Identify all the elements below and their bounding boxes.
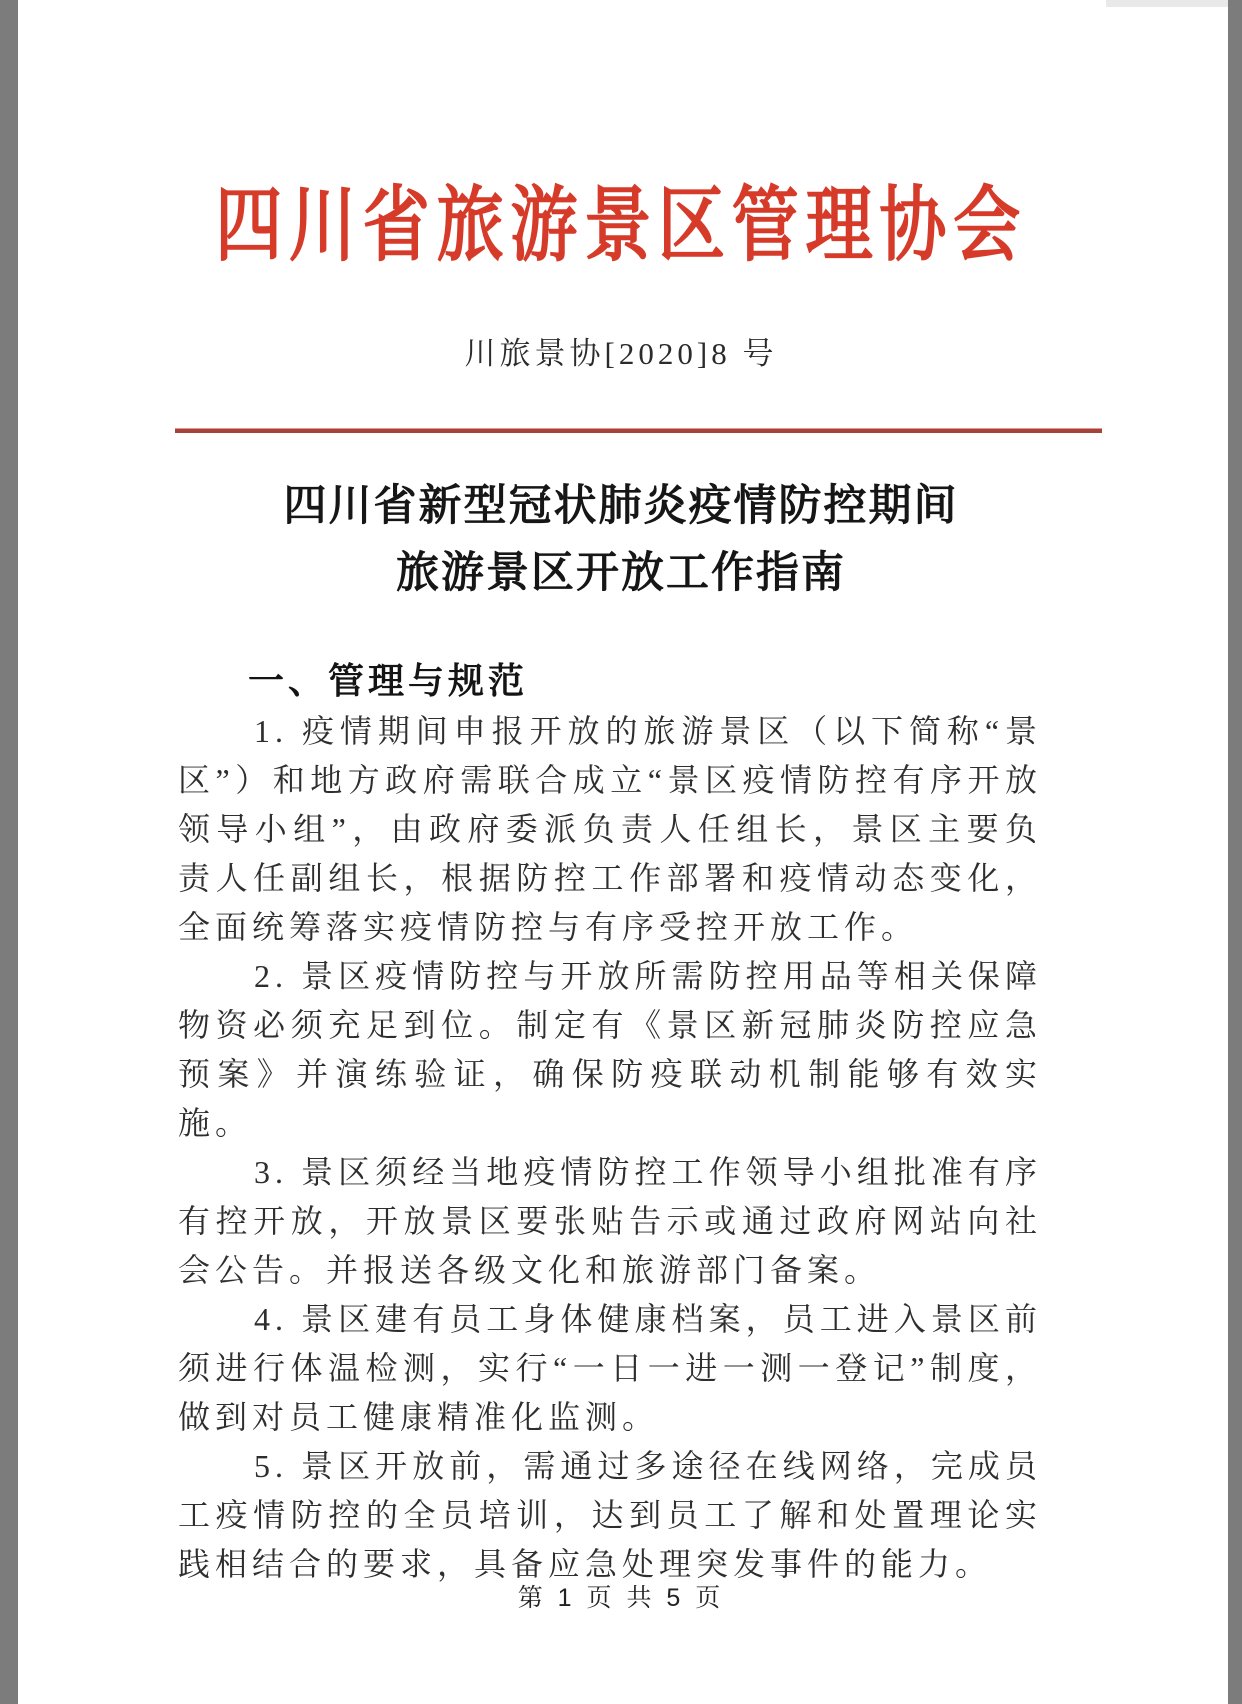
document-title-line-1: 四川省新型冠状肺炎疫情防控期间	[283, 482, 959, 530]
document-body	[178, 707, 1042, 1589]
page-number-footer: 第 1 页 共 5 页	[517, 1584, 725, 1612]
paragraph-2: 2. 景区疫情防控与开放所需防控用品等相关保障物资必须充足到位。制定有《景区新冠肺炎防控应急预案》并演练验证，确保防疫联动机制能够有效实施。	[178, 958, 1042, 1141]
paragraph-1: 1. 疫情期间申报开放的旅游景区（以下简称“景区”）和地方政府需联合成立“景区疫情防控有序开放领导小组”，由政府委派负责人任组长，景区主要负责人任副组长，根据防控工作部署和疫情动态变化，全面统筹落实疫情防控与有序受控开放工作。	[178, 713, 1042, 945]
scan-edge-left	[0, 0, 18, 1704]
document-reference-number: 川旅景协[2020]8 号	[464, 336, 778, 371]
paragraph-4: 4. 景区建有员工身体健康档案，员工进入景区前须进行体温检测，实行“一日一进一测一登记”制度，做到对员工健康精准化监测。	[178, 1301, 1042, 1435]
document-title-line-2: 旅游景区开放工作指南	[396, 549, 846, 597]
section-heading: 一、管理与规范	[248, 660, 529, 701]
paragraph-5: 5. 景区开放前，需通过多途径在线网络，完成员工疫情防控的全员培训，达到员工了解和处置理论实践相结合的要求，具备应急处理突发事件的能力。	[178, 1448, 1042, 1582]
scan-artifact	[1106, 0, 1228, 7]
letterhead-divider-line	[175, 428, 1102, 433]
scan-edge-right	[1228, 0, 1242, 1704]
paragraph-3: 3. 景区须经当地疫情防控工作领导小组批准有序有控开放，开放景区要张贴告示或通过政府网站向社会公告。并报送各级文化和旅游部门备案。	[178, 1154, 1042, 1288]
document-title	[0, 473, 1242, 607]
letterhead-org-title: 四川省旅游景区管理协会	[215, 180, 1027, 271]
